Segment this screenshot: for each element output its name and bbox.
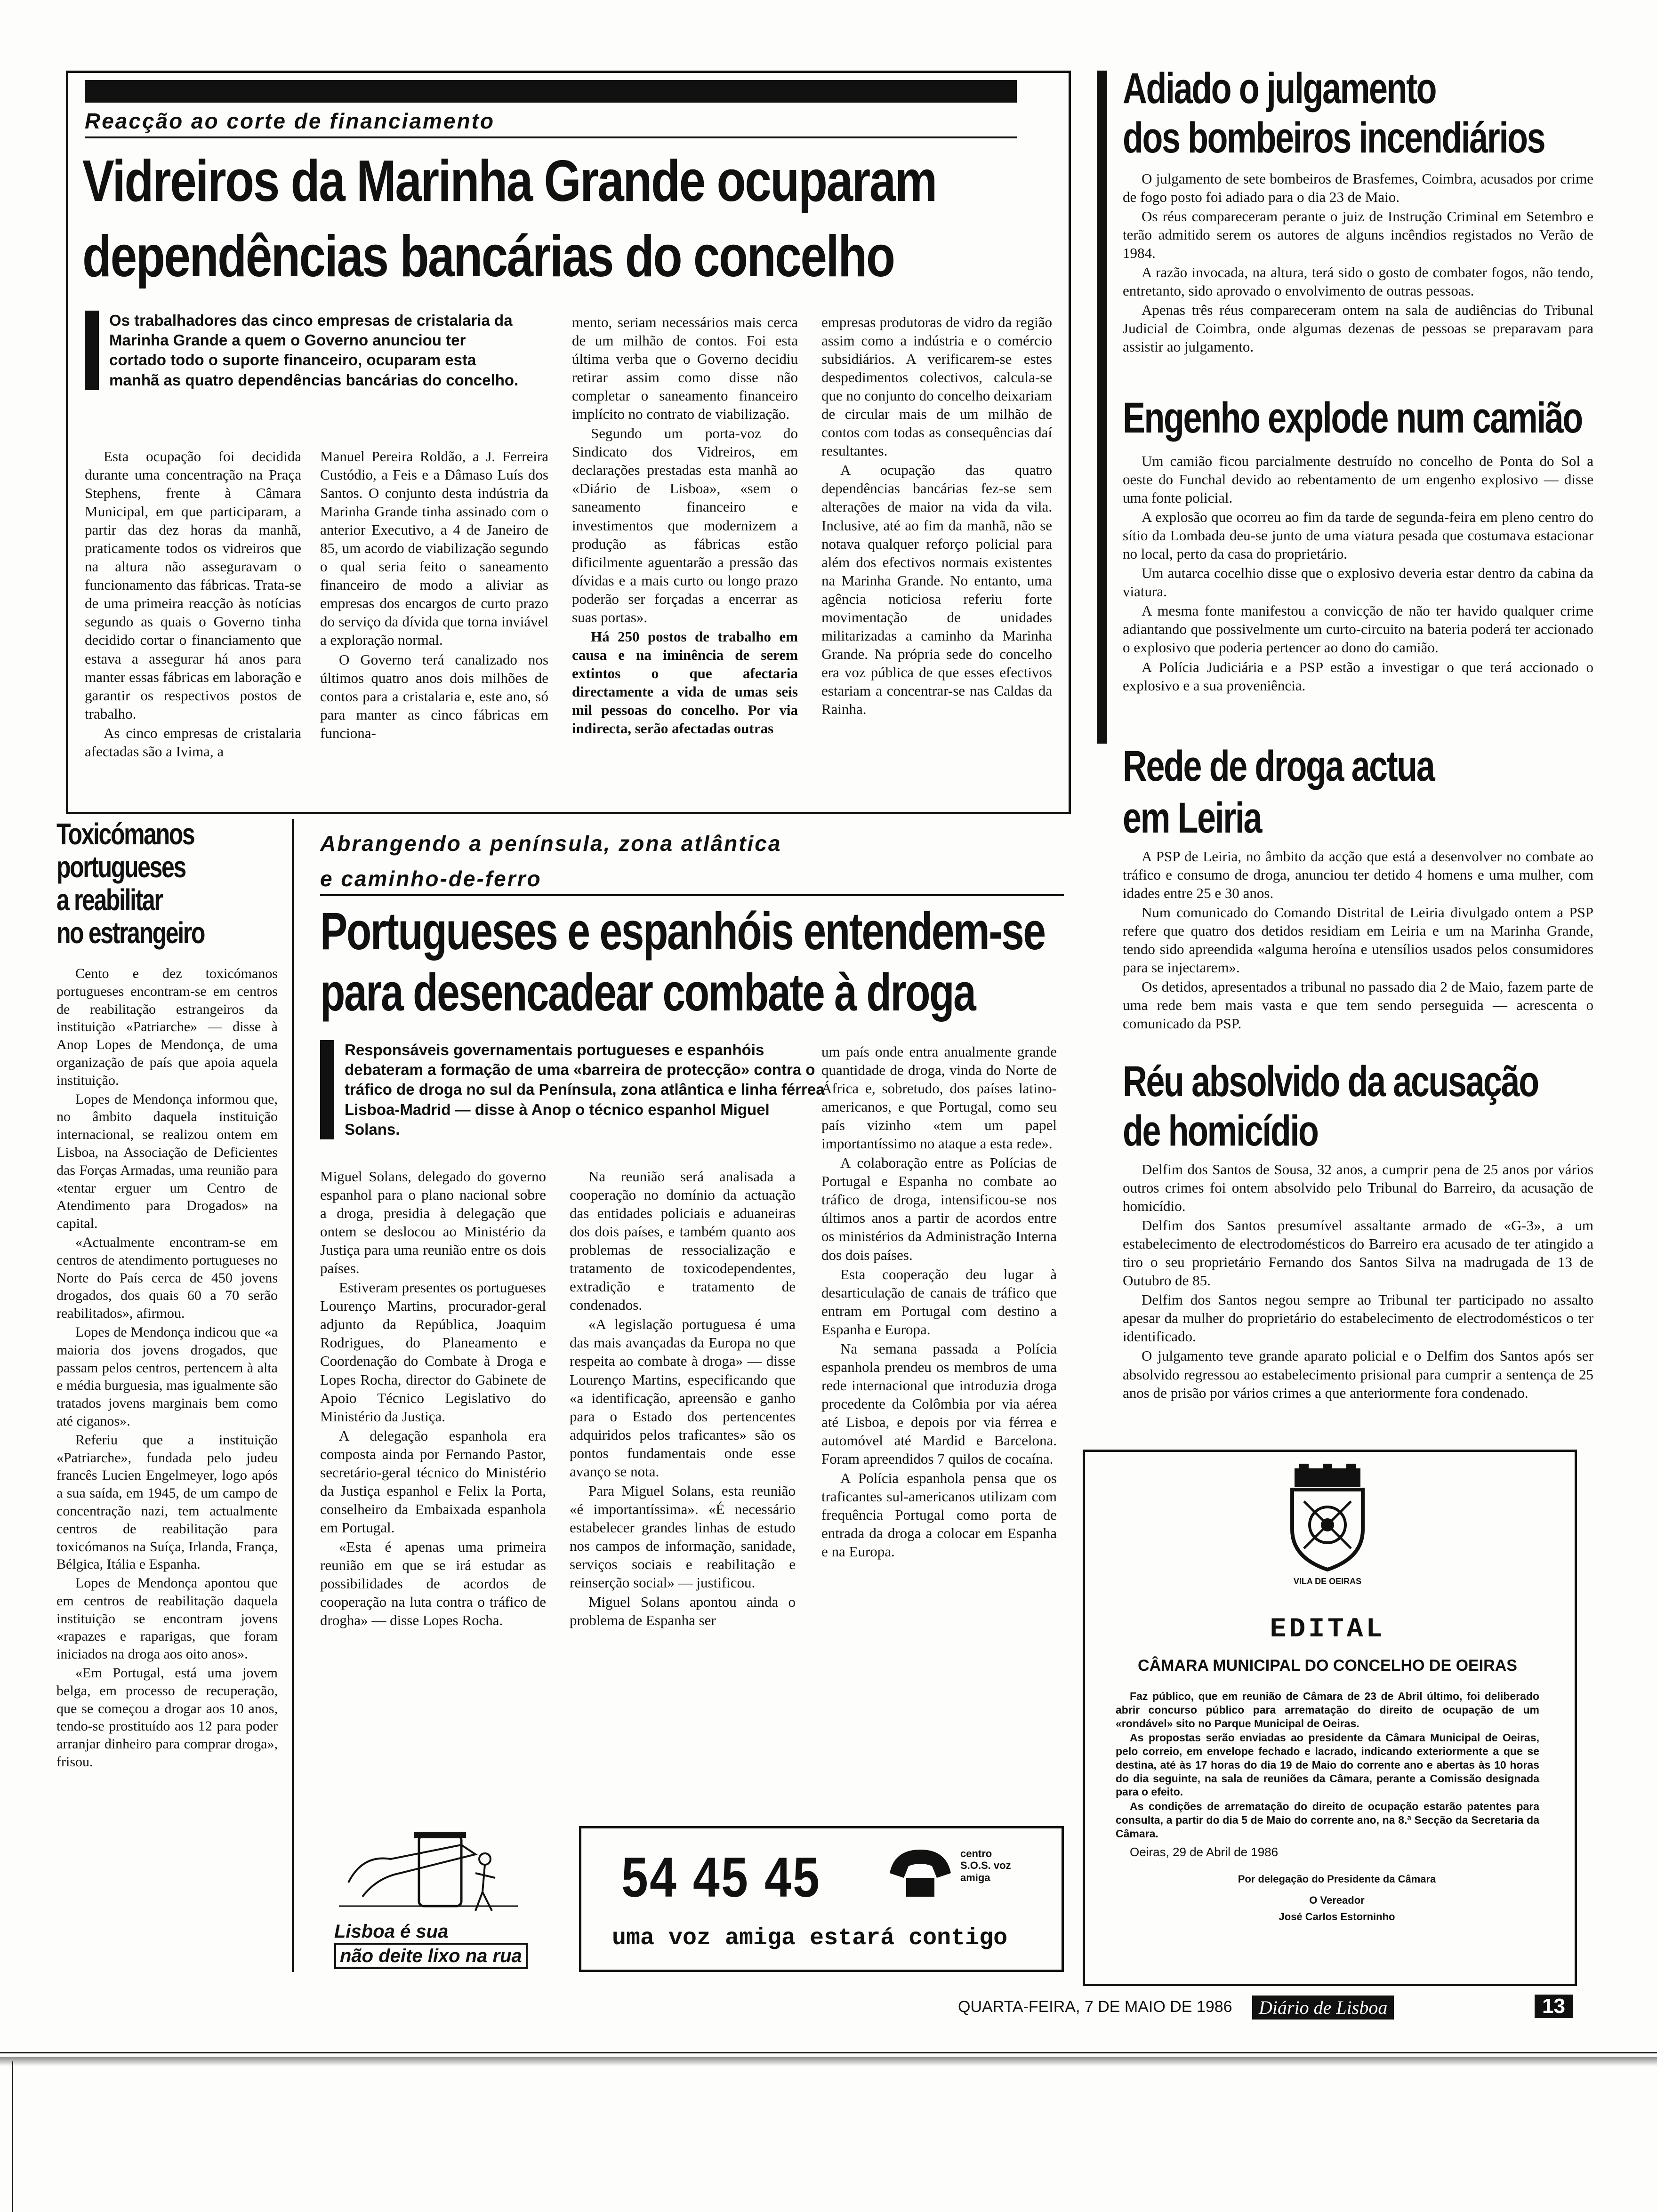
edital-body — [1116, 1690, 1539, 1841]
cartoon-ad — [320, 1826, 537, 1967]
right-column-rule — [1097, 71, 1107, 744]
drug-c1-p1: Miguel Solans, delegado do governo espanhol para o plano nacional sobre a droga, presidia à delegação que ontem se deslocou ao Ministério da Justiça para uma reunião entre os dois países. — [320, 1168, 546, 1277]
edital-subtitle: CÂMARA MUNICIPAL DO CONCELHO DE OEIRAS — [1138, 1657, 1517, 1675]
main-col3-p3: Há 250 postos de trabalho em causa e na iminência de serem extintos o que afectaria directamente a vida de umas seis mil pessoas do concelho. Por via indirecta, serão afectadas outras — [572, 628, 798, 737]
drug-col3 — [821, 1042, 1057, 1562]
toxic-headline-3: a reabilitar — [56, 883, 162, 917]
engenho-body — [1123, 452, 1593, 696]
cartoon-caption-1: Lisboa é sua — [334, 1921, 449, 1942]
toxic-headline-4: no estrangeiro — [56, 916, 204, 950]
leiria-p2: Num comunicado do Comando Distrital de Leiria divulgado ontem a PSP refere que quatro dos detidos residiam em Leiria e um na Marinha Grande, tendo sido apreendida «alguma heroína e utensílios usados pelos consumidores para se injectarem». — [1123, 904, 1593, 976]
edital-by: Por delegação do Presidente da Câmara — [1238, 1873, 1436, 1885]
sos-slogan: uma voz amiga estará contigo — [612, 1925, 1008, 1952]
main-article-col1 — [85, 447, 301, 761]
toxic-p4: Lopes de Mendonça indicou que «a maioria dos jovens drogados, que passam pelos centros, pertencem à alta e média burguesia, mas igualmente são tratados jovens marginais bem como até ciganos». — [56, 1324, 278, 1429]
drug-col2 — [570, 1167, 796, 1630]
toxic-p3: «Actualmente encontram-se em centros de atendimento portugueses no Norte do País cerca de 450 jovens drogados, dos quais 60 a 70 serão reabilitados», afirmou. — [56, 1234, 278, 1322]
main-col1-p2: As cinco empresas de cristalaria afectadas são a Ivima, a — [85, 724, 301, 760]
main-col4-p1: empresas produtoras de vidro da região assim como a indústria e o comércio subsidiários. A verificarem-se estes despedimentos colectivos, calcula-se que no conjunto do concelho deixariam de circular mais de um milhão de contos com todas as consequências daí resultantes. — [821, 314, 1052, 459]
bombeiros-headline-1: Adiado o julgamento — [1123, 64, 1436, 112]
drug-c2-p1: Na reunião será analisada a cooperação no domínio da actuação das entidades policiais e aduaneiras dos dois países, e também quanto aos problemas de ressocialização e tratamento de toxicodependentes, extradição e tratamento de condenados. — [570, 1168, 796, 1314]
leiria-p1: A PSP de Leiria, no âmbito da acção que está a desenvolver no combate ao tráfico e consumo de droga, anunciou ter detido 4 homens e uma mulher, com idades entre 25 e 30 anos. — [1123, 848, 1593, 902]
main-article-headline-1: Vidreiros da Marinha Grande ocuparam — [82, 149, 936, 214]
reu-headline-1: Réu absolvido da acusação — [1123, 1058, 1538, 1106]
main-col2-p1: Manuel Pereira Roldão, a J. Ferreira Custódio, a Feis e a Dâmaso Luís dos Santos. O conjunto desta indústria da Marinha Grande tinha assinado com o anterior Executivo, a 4 de Janeiro de 85, um acordo de viabilização segundo o qual seria feito o saneamento financeiro de modo a aliviar as empresas dos encargos de curto prazo do serviço da dívida que torna inviável a exploração normal. — [320, 448, 548, 649]
bombeiros-body — [1123, 169, 1593, 357]
drug-c2-p2: «A legislação portuguesa é uma das mais avançadas da Europa no que respeita ao combate à droga» — disse Lourenço Martins, especificando que «a identificação, apreensão e ganho para o Estado dos pertencentes adquiridos pelos traficantes» são os pontos fundamentais onde esse avanço se nota. — [570, 1316, 796, 1480]
toxic-body — [56, 965, 278, 1772]
main-col4-p2: A ocupação das quatro dependências bancárias fez-se sem alterações de maior na vida da vila. Inclusive, até ao fim da manhã, não se notava qualquer reforço policial para além dos efectivos normais existentes na Marinha Grande. No entanto, uma agência noticiosa referiu forte movimentação de unidades militarizadas a caminho da Marinha Grande. Na própria sede do concelho era voz pública de que esses efectivos estariam a concentrar-se nas Caldas da Rainha. — [821, 462, 1052, 717]
edital-p2: As propostas serão enviadas ao presidente da Câmara Municipal de Oeiras, pelo correio, em envelope fechado e lacrado, indicando exteriormente a que se destina, até às 17 horas do dia 19 de Maio do corrente ano e abertas às 10 horas do dia seguinte, na sala de reuniões da Câmara, perante a Comissão designada para o efeito. — [1116, 1731, 1539, 1798]
toxic-headline-2: portugueses — [56, 850, 185, 884]
reu-p3: Delfim dos Santos negou sempre ao Tribunal ter participado no assalto apesar da mulher do proprietário do estabelecimento de electrodomésticos o ter identificado. — [1123, 1291, 1593, 1345]
edital-name: José Carlos Estorninho — [1279, 1911, 1395, 1923]
oeiras-seal-icon — [1285, 1464, 1370, 1577]
drug-kicker-2: e caminho-de-ferro — [320, 866, 1064, 896]
bombeiros-p4: Apenas três réus compareceram ontem na sala de audiências do Tribunal Judicial de Coimbra, onde algumas dezenas de pessoas se preparavam para assistir ao julgamento. — [1123, 302, 1593, 355]
drug-c1-p2: Estiveram presentes os portugueses Lourenço Martins, procurador-geral adjunto da República, Joaquim Rodrigues, do Planeamento e Coordenação do Combate à Droga e Lopes Rocha, director do Gabinete de Apoio Técnico Legislativo do Ministério da Justiça. — [320, 1279, 546, 1425]
toxic-p6: Lopes de Mendonça apontou que em centros de reabilitação daquela instituição se encontram jovens «rapazes e raparigas, que foram iniciados na droga aos oito anos». — [56, 1575, 278, 1662]
drug-lead: Responsáveis governamentais portugueses e espanhóis debateram a formação de uma «barreira de protecção» contra o tráfico de droga no sul da Península, zona atlântica e linha férrea Lisboa-Madrid — disse à Anop o técnico espanhol Miguel Solans. — [320, 1040, 825, 1139]
bombeiros-p1: O julgamento de sete bombeiros de Brasfemes, Coimbra, acusados por crime de fogo posto foi adiado para o dia 23 de Maio. — [1123, 170, 1593, 206]
cartoon-caption-2: não deite lixo na rua — [334, 1943, 528, 1969]
footer-masthead: Diário de Lisboa — [1252, 1996, 1394, 2020]
main-col2-p2: O Governo terá canalizado nos últimos quatro anos dois milhões de contos para a cristalaria e, este ano, só para manter as cinco fábricas em funciona- — [320, 651, 548, 741]
reu-p4: O julgamento teve grande aparato policial e o Delfim dos Santos após ser absolvido regressou ao estabelecimento prisional para cumprir a sentença de 25 anos de prisão por vários crimes a que anteriormente fora condenado. — [1123, 1347, 1593, 1401]
engenho-p1: Um camião ficou parcialmente destruído no concelho de Ponta do Sol a oeste do Funchal devido ao rebentamento de um engenho explosivo — disse uma fonte policial. — [1123, 453, 1593, 506]
drug-c1-p3: A delegação espanhola era composta ainda por Fernando Pastor, secretário-geral técnico do Ministério da Justiça espanhol e Felix la Porta, conselheiro da Embaixada espanhola em Portugal. — [320, 1427, 546, 1536]
main-col3-p2: Segundo um porta-voz do Sindicato dos Vidreiros, em declarações prestadas esta manhã ao «Diário de Lisboa», «sem o saneamento financeiro e investimentos que modernizem a produção as fábricas estão dificilmente aguentarão a pressão das dívidas e a mais curto ou longo prazo poderão ser forçadas a encerrar as suas portas». — [572, 425, 798, 625]
bombeiros-p2: Os réus compareceram perante o juiz de Instrução Criminal em Setembro e terão admitido serem os autores de alguns incêndios registados no Verão de 1984. — [1123, 208, 1593, 262]
engenho-p2: A explosão que ocorreu ao fim da tarde de segunda-feira em pleno centro do sítio da Lombada deu-se junto de uma viatura pesada que costumava estacionar no local, perto da casa do proprietário. — [1123, 509, 1593, 562]
drug-c3-p3: Esta cooperação deu lugar à desarticulação de canais de tráfico que entram em Portugal com destino a Espanha e Europa. — [821, 1266, 1057, 1338]
main-article-headline-2: dependências bancárias do concelho — [82, 224, 894, 289]
engenho-p3: Um autarca cocelhio disse que o explosivo deveria estar dentro da cabina da viatura. — [1123, 565, 1593, 600]
main-article-col2 — [320, 447, 548, 743]
drug-kicker-1: Abrangendo a península, zona atlântica — [320, 831, 782, 856]
leiria-headline-1: Rede de droga actua — [1123, 742, 1434, 790]
edital-date: Oeiras, 29 de Abril de 1986 — [1130, 1845, 1279, 1859]
main-article-col3 — [572, 313, 798, 738]
drug-c3-p5: A Polícia espanhola pensa que os traficantes sul-americanos utilizam com frequência Portugal como porta de entrada da droga a colocar em Espanha e na Europa. — [821, 1470, 1057, 1560]
toxic-divider — [292, 819, 294, 1972]
sos-phone-number: 54 45 45 — [621, 1846, 821, 1909]
engenho-p5: A Polícia Judiciária e a PSP estão a investigar o que terá accionado o explosivo e a sua proveniência. — [1123, 658, 1593, 694]
bombeiros-p3: A razão invocada, na altura, terá sido o gosto de combater fogos, não tendo, entretanto, sido aprovado o envolvimento de outras pessoas. — [1123, 264, 1593, 299]
reu-p2: Delfim dos Santos presumível assaltante armado de «G-3», a um estabelecimento de electrodomésticos do Barreiro era acusado de ter atingido a tiro o seu proprietário Fernando dos Santos Silva na madrugada de 13 de Outubro de 85. — [1123, 1217, 1593, 1289]
leiria-body — [1123, 847, 1593, 1034]
scan-edge-bottom — [0, 2052, 1657, 2053]
trash-bin-icon — [320, 1826, 537, 1915]
drug-headline-2: para desencadear combate à droga — [320, 963, 975, 1022]
leiria-headline-2: em Leiria — [1123, 794, 1262, 842]
scan-edge-shadow — [0, 2057, 1657, 2066]
leiria-p3: Os detidos, apresentados a tribunal no passado dia 2 de Maio, fazem parte de uma rede bem mais vasta e que tem sendo perseguida — acrescenta o comunicado da PSP. — [1123, 978, 1593, 1032]
telephone-icon — [885, 1845, 956, 1901]
drug-c3-p4: Na semana passada a Polícia espanhola prendeu os membros de uma rede internacional que introduzia droga procedente da Colômbia por via aérea até Lisboa, e depois por via férrea e automóvel até Mardid e Barcelona. Foram apreendidos 7 quilos de cocaína. — [821, 1340, 1057, 1467]
drug-c3-p2: A colaboração entre as Polícias de Portugal e Espanha no combate ao tráfico de droga, intensificou-se nos últimos anos a partir de acordos entre os ministérios da Administração Interna dos dois países. — [821, 1154, 1057, 1263]
drug-c3-p1: um país onde entra anualmente grande quantidade de droga, vinda do Norte de África e, sobretudo, dos países latino-americanos, e que Portugal, como seu país vizinho «tem um papel importantíssimo no ataque a esta rede». — [821, 1043, 1057, 1152]
reu-body — [1123, 1160, 1593, 1403]
main-article-col4 — [821, 313, 1052, 719]
oeiras-seal-text: VILA DE OEIRAS — [1293, 1577, 1362, 1586]
toxic-p2: Lopes de Mendonça informou que, no âmbito daquela instituição internacional, se realizou ontem em Lisboa, na Associação de Deficientes das Forças Armadas, uma reunião para «tentar erguer um Centro de Atendimento para Drogados» na capital. — [56, 1091, 278, 1232]
footer-page-number: 13 — [1535, 1995, 1573, 2018]
drug-c2-p3: Para Miguel Solans, esta reunião «é importantíssima». «É necessário estabelecer grandes linhas de estudo nos campos de informação, sanidade, serviços sociais e reabilitação e reinserção social» — justificou. — [570, 1482, 796, 1591]
main-col1-p1: Esta ocupação foi decidida durante uma concentração na Praça Stephens, frente à Câmara Municipal, em que participaram, a partir das dez horas da manhã, praticamente todos os vidreiros que na altura não asseguravam o funcionamento das fábricas. Trata-se de uma primeira reacção às notícias segundo as quais o Governo tinha decidido cortar o financiamento que estava a assegurar há anos para manter essas fábricas em laboração e garantir os respectivos postos de trabalho. — [85, 448, 301, 722]
bombeiros-headline-2: dos bombeiros incendiários — [1123, 114, 1545, 162]
drug-c1-p4: «Esta é apenas uma primeira reunião em que se irá estudar as possibilidades de acordos de cooperação na luta contra o tráfico de drogha» — disse Lopes Rocha. — [320, 1538, 546, 1629]
edital-role: O Vereador — [1309, 1894, 1365, 1906]
edital-title: EDITAL — [1270, 1614, 1385, 1645]
edital-p3: As condições de arrematação do direito de ocupação estarão patentes para consulta, a partir do dia 5 de Maio do corrente ano, na 8.ª Secção da Secretaria da Câmara. — [1116, 1800, 1539, 1840]
reu-p1: Delfim dos Santos de Sousa, 32 anos, a cumprir pena de 25 anos por vários outros crimes foi ontem absolvido pelo Tribunal do Barreiro, da acusação de homicídio. — [1123, 1161, 1593, 1215]
toxic-p5: Referiu que a instituição «Patriarche», fundada pelo judeu francês Lucien Engelmeyer, logo após a sua saída, em 1945, de um campo de concentração nazi, tem actualmente centros de reabilitação para toxicómanos na Suíça, Irlanda, França, Bélgica, Itália e Espanha. — [56, 1432, 278, 1572]
sos-logo — [885, 1845, 1026, 1906]
oeiras-seal — [1285, 1464, 1370, 1577]
toxic-p1: Cento e dez toxicómanos portugueses encontram-se em centros de reabilitação estrangeiros da instituição «Patriarche» — disse à Anop Lopes de Mendonça, de uma organização de país que apoia aquela instituição. — [56, 966, 278, 1088]
reu-headline-2: de homicídio — [1123, 1107, 1318, 1155]
drug-headline-1: Portugueses e espanhóis entendem-se — [320, 902, 1045, 961]
toxic-headline-1: Toxicómanos — [56, 817, 194, 851]
drug-c2-p4: Miguel Solans apontou ainda o problema de Espanha ser — [570, 1594, 796, 1629]
engenho-headline: Engenho explode num camião — [1123, 394, 1582, 442]
sos-logo-text: centro S.O.S. voz amiga — [960, 1848, 1011, 1883]
main-article-lead: Os trabalhadores das cinco empresas de cristalaria da Marinha Grande a quem o Governo anunciou ter cortado todo o suporte financeiro, ocuparam esta manhã as quatro dependências bancárias do concelho. — [85, 311, 523, 390]
footer-date: QUARTA-FEIRA, 7 DE MAIO DE 1986 — [958, 1998, 1232, 2016]
toxic-p7: «Em Portugal, está uma jovem belga, em processo de recuperação, que se começou a drogar aos 10 anos, tendo-se prostituído aos 12 para poder arranjar dinheiro para comprar droga», frisou. — [56, 1665, 278, 1770]
drug-col1 — [320, 1167, 546, 1630]
engenho-p4: A mesma fonte manifestou a convicção de não ter havido qualquer crime adiantando que possivelmente um curto-circuito na bateria poderá ter accionado o explosivo que poderia pertencer ao dono do camião. — [1123, 602, 1593, 656]
main-col3-p1: mento, seriam necessários mais cerca de um milhão de contos. Foi esta última verba que o Governo decidiu retirar assim como disse não completar o saneamento financeiro implícito no contrato de viabilização. — [572, 314, 798, 423]
main-article-topbar — [85, 80, 1017, 103]
scan-edge-left — [12, 2061, 13, 2212]
main-article-kicker: Reacção ao corte de financiamento — [85, 108, 1017, 138]
edital-p1: Faz público, que em reunião de Câmara de 23 de Abril último, foi deliberado abrir concurso público para arrematação do direito de ocupação de um «rondável» sito no Parque Municipal de Oeiras. — [1116, 1690, 1539, 1730]
